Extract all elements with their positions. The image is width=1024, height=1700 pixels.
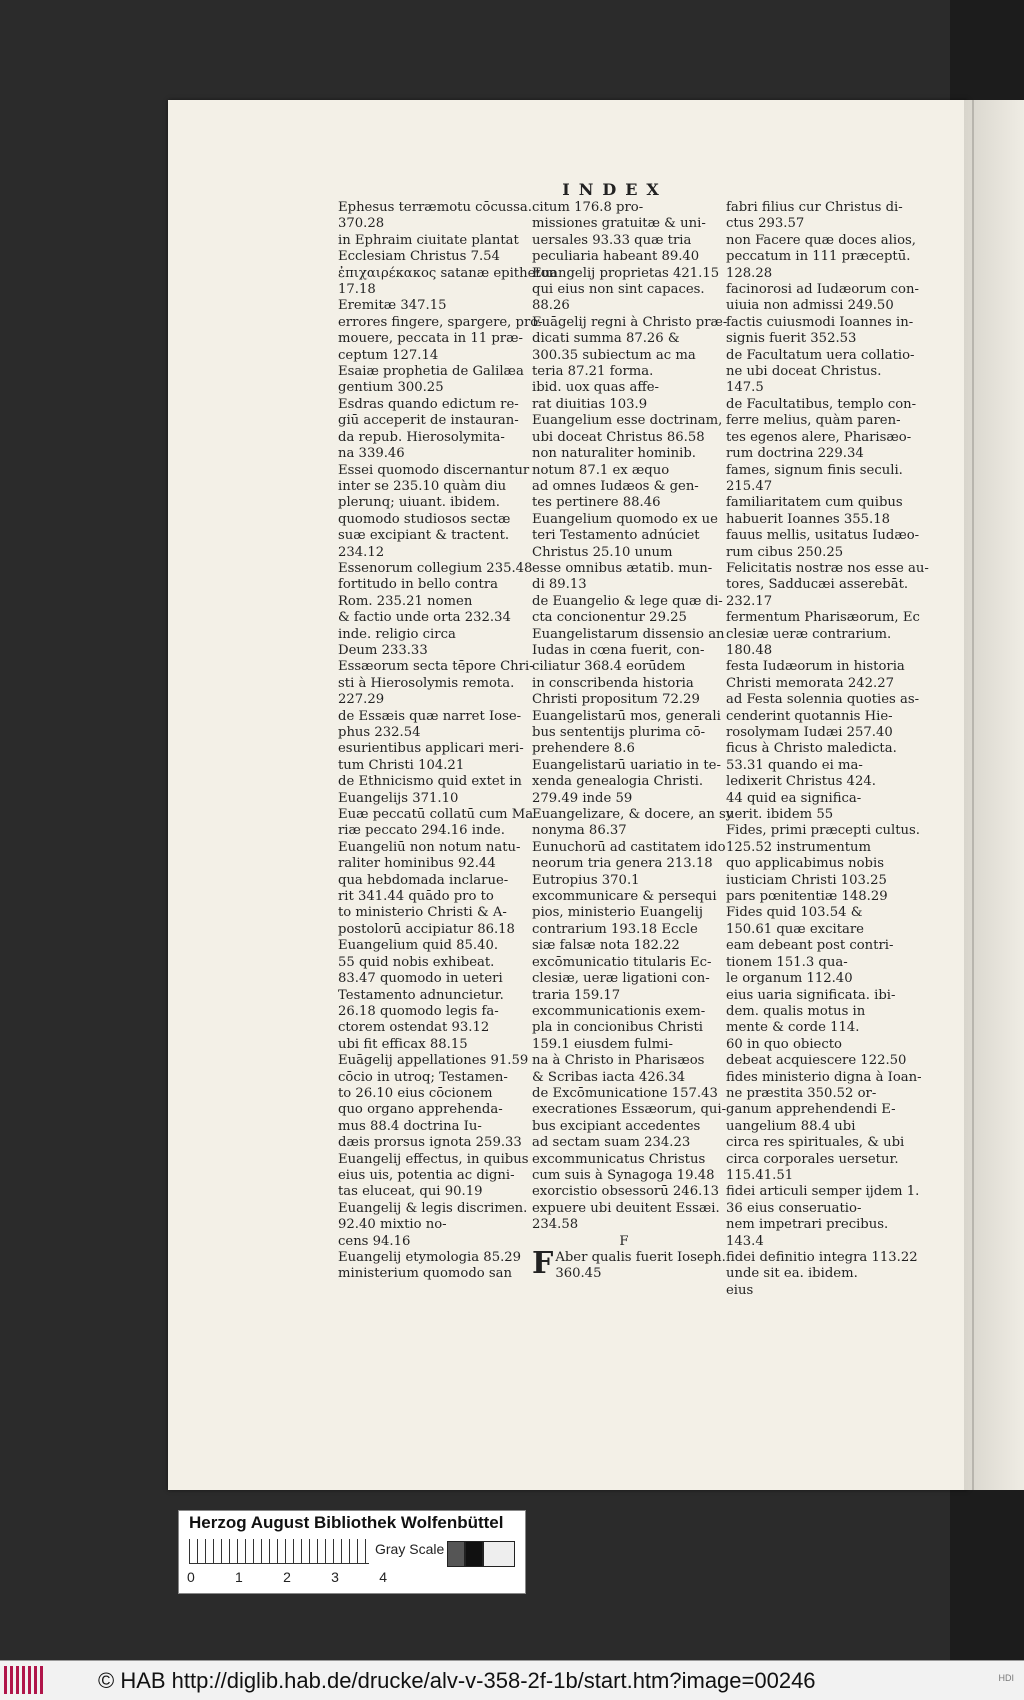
calibration-card [178,1510,526,1594]
index-line: Fides, primi præcepti cultus. [726,823,920,839]
index-line: excommunicatus Christus [532,1151,706,1167]
index-line: peculiaria habeant 89.40 [532,249,700,265]
index-line: neorum tria genera 213.18 [532,856,713,872]
index-line: rosolymam Iudæi 257.40 [726,725,893,740]
index-line: di 89.13 [532,577,587,593]
index-line: fidei definitio integra 113.22 [726,1250,918,1265]
drop-cap: F [532,1246,554,1281]
index-line: facinorosi ad Iudæorum con- [726,282,919,298]
index-line: 26.18 quomodo legis fa- [338,1003,499,1019]
index-line: familiaritatem cum quibus [726,495,903,511]
index-line: Essæorum secta tēpore Chri- [338,659,534,675]
index-line: 55 quid nobis exhibeat. [338,954,495,970]
index-line: cenderint quotannis Hie- [726,708,893,724]
index-line: ubi doceat Christus 86.58 [532,429,705,445]
index-line: na à Christo in Pharisæos [532,1053,705,1069]
index-line: 147.5 [726,380,764,396]
index-line: 53.31 quando ei ma- [726,757,863,773]
index-line: iusticiam Christi 103.25 [726,872,887,888]
index-line: fidei articuli semper ijdem 1. [726,1184,920,1200]
index-line: Euangelistarū uariatio in te- [532,757,721,773]
facing-page-edge [964,100,1024,1490]
index-line: ad Festa solennia quoties as- [726,692,920,708]
index-line: de Euangelio & lege quæ di- [532,593,723,609]
index-line: esurientibus applicari meri- [338,741,524,757]
index-line: ctorem ostendat 93.12 [338,1020,490,1036]
index-line: errores fingere, spargere, pro- [338,314,543,330]
index-line: esse omnibus ætatib. mun- [532,560,713,576]
index-line: Aber qualis fuerit Ioseph. [555,1250,726,1265]
footer-bar [0,1660,1024,1700]
index-line: 44 quid ea significa- [726,790,862,806]
index-line: Euāgelij appellationes 91.59 [338,1053,529,1069]
index-line: fauus mellis, usitatus Iudæo- [726,528,920,544]
index-line: mus 88.4 doctrina Iu- [338,1118,482,1134]
index-line: 150.61 quæ excitare [726,921,864,937]
index-line: ficus à Christo maledicta. [726,741,897,757]
index-line: Christus 25.10 unum [532,544,673,560]
index-line: 125.52 instrumentum [726,839,872,855]
index-line: execrationes Essæorum, qui- [532,1102,727,1118]
index-line: le organum 112.40 [726,971,853,987]
index-line: na 339.46 [338,446,405,462]
index-line: cta concionentur 29.25 [532,610,687,626]
index-line: circa res spirituales, & ubi [726,1135,905,1151]
index-line: de Excōmunicatione 157.43 [532,1085,718,1101]
index-line: ne ubi doceat Christus. [726,364,882,380]
index-line: Esdras quando edictum re- [338,396,519,412]
index-line: traria 159.17 [532,987,621,1003]
index-line: Euangelium quid 85.40. [338,938,499,954]
index-line: 17.18 [338,282,376,298]
index-line: Testamento adnuncietur. [338,987,504,1003]
gray-swatch-dark [447,1541,465,1567]
page-header: INDEX [562,180,668,199]
index-line: de Facultatum uera collatio- [726,347,915,363]
index-line: ledixerit Christus 424. [726,774,876,790]
index-line: ubi fit efficax 88.15 [338,1036,468,1052]
index-line: inter se 235.10 quàm diu [338,478,507,494]
index-line: qui eius non sint capaces. [532,282,705,298]
index-line: suæ excipiant & tractent. [338,528,510,544]
index-line: Euangelistarum dissensio an [532,626,725,642]
index-line: gentium 300.25 [338,380,444,396]
index-line: 115.41.51 [726,1167,794,1183]
index-line: Euangelistarū mos, generali [532,708,721,724]
index-line: quo applicabimus nobis [726,856,884,872]
index-line: excommunicare & persequi [532,889,717,905]
index-line: 159.1 eiusdem fulmi- [532,1036,673,1052]
index-line: uerit. ibidem 55 [726,807,834,823]
index-line: ministerium quomodo san [338,1266,513,1282]
index-line: citum 176.8 pro- [532,200,644,215]
section-f-start [532,1246,726,1283]
index-line: inde. religio circa [338,626,456,642]
index-line: fortitudo in bello contra [338,577,499,593]
index-line: Euangelijs 371.10 [338,790,459,806]
index-line: 128.28 [726,265,773,281]
index-line: plerunq; uiuant. ibidem. [338,495,500,511]
index-line: prehendere 8.6 [532,741,635,757]
index-line: signis fuerit 352.53 [726,331,857,347]
index-line: 36 eius conseruatio- [726,1200,862,1216]
index-line: 360.45 [555,1266,602,1282]
index-line: ἐπιχαιρέκακος satanæ epitheton [338,265,558,281]
index-line: habuerit Ioannes 355.18 [726,511,891,527]
calibration-title: Herzog August Bibliothek Wolfenbüttel [189,1513,504,1532]
index-line: da repub. Hierosolymita- [338,429,505,445]
index-line: Eunuchorū ad castitatem ido [532,839,726,855]
index-line: ne præstita 350.52 or- [726,1085,877,1101]
index-line: exorcistio obsessorū 246.13 [532,1184,720,1200]
index-line: Euangelium esse doctrinam, [532,413,723,429]
index-line: ad sectam suam 234.23 [532,1135,691,1151]
index-line: in Ephraim ciuitate plantat [338,232,519,248]
index-line: debeat acquiescere 122.50 [726,1053,907,1069]
index-line: ceptum 127.14 [338,347,439,363]
index-line: Euangelij proprietas 421.15 [532,265,720,281]
index-line: Rom. 235.21 nomen [338,593,473,609]
index-line: nem impetrari precibus. [726,1217,889,1233]
index-line: festa Iudæorum in historia [726,659,905,675]
index-line: qua hebdomada inclarue- [338,872,509,888]
index-line: dem. qualis motus in [726,1003,866,1019]
index-line: non naturaliter hominib. [532,446,696,462]
index-line: peccatum in 111 præceptū. [726,249,911,265]
index-line: eius uaria significata. ibi- [726,987,896,1003]
index-line: rit 341.44 quādo pro to [338,889,494,905]
index-line: tores, Sadducæi asserebāt. [726,577,909,593]
index-line: tas eluceat, qui 90.19 [338,1184,483,1200]
index-line: 215.47 [726,478,773,494]
index-line: eius [726,1282,754,1298]
index-line: Euangelij & legis discrimen. [338,1200,528,1216]
index-line: clesiæ, ueræ ligationi con- [532,971,710,987]
index-line: fabri filius cur Christus di- [726,200,903,215]
index-line: pla in concionibus Christi [532,1020,703,1036]
index-line: Euangelium quomodo ex ue [532,511,718,527]
index-line: raliter hominibus 92.44 [338,856,496,872]
index-line: 60 in quo obiecto [726,1036,842,1052]
index-line: ad omnes Iudæos & gen- [532,478,699,494]
index-line: bus excipiant accedentes [532,1118,701,1134]
index-line: tionem 151.3 qua- [726,954,848,970]
index-line: nonyma 86.37 [532,823,627,839]
index-line: 92.40 mixtio no- [338,1217,447,1233]
index-line: dicati summa 87.26 & [532,331,680,347]
hab-logo-icon [4,1666,44,1694]
index-line: teria 87.21 forma. [532,364,654,380]
index-line: Euangelij effectus, in quibus [338,1151,529,1167]
index-line: cum suis à Synagoga 19.48 [532,1167,715,1183]
index-line: dæis prorsus ignota 259.33 [338,1135,522,1151]
index-line: mouere, peccata in 11 præ- [338,331,523,347]
index-line: Euangeliū non notum natu- [338,839,521,855]
index-line: 234.58 [532,1217,579,1233]
index-line: de Essæis quæ narret Iose- [338,708,522,724]
index-line: de Facultatibus, templo con- [726,396,917,412]
index-line: 180.48 [726,642,773,658]
index-line: Iudas in cœna fuerit, con- [532,642,705,658]
index-line: 279.49 inde 59 [532,790,633,806]
index-line: Fides quid 103.54 & [726,905,863,921]
index-line: bus sententijs plurima cō- [532,725,706,740]
index-line: Euangelizare, & docere, an sy [532,807,734,823]
index-line: 227.29 [338,692,385,708]
index-line: contrarium 193.18 Eccle [532,921,698,937]
index-line: Christi propositum 72.29 [532,692,700,708]
index-line: factis cuiusmodi Ioannes in- [726,314,914,330]
index-line: cens 94.16 [338,1233,411,1249]
index-line: ganum apprehendendi E- [726,1102,896,1118]
index-line: tes pertinere 88.46 [532,495,661,511]
footer-corner-text: HDI [998,1673,1014,1683]
index-line: rum doctrina 229.34 [726,446,864,462]
index-line: siæ falsæ nota 182.22 [532,938,680,954]
index-line: clesiæ ueræ contrarium. [726,626,892,642]
index-line: 234.12 [338,544,385,560]
index-line: excōmunicatio titularis Ec- [532,954,712,970]
index-line: circa corporales uersetur. [726,1151,899,1167]
index-column-2 [532,200,734,1283]
index-line: uersales 93.33 quæ tria [532,232,692,248]
index-line: xenda genealogia Christi. [532,774,704,790]
index-line: 143.4 [726,1233,764,1249]
index-line: expuere ubi deuitent Essæi. [532,1200,720,1216]
index-line: rat diuitias 103.9 [532,396,648,412]
index-column-3 [726,200,929,1299]
index-line: uiuia non admissi 249.50 [726,298,894,314]
index-line: sti à Hierosolymis remota. [338,675,515,691]
index-line: fames, signum finis seculi. [726,462,903,478]
index-line: missiones gratuitæ & uni- [532,216,706,232]
index-line: ibid. uox quas affe- [532,380,660,396]
index-line: non Facere quæ doces alios, [726,232,916,248]
index-line: to 26.10 eius cōcionem [338,1085,493,1101]
index-line: Esaiæ prophetia de Galilæa [338,364,524,380]
index-line: to ministerio Christi & A- [338,905,507,921]
gray-swatch-light [483,1541,515,1567]
index-line: & Scribas iacta 426.34 [532,1069,686,1085]
index-line: riæ peccato 294.16 inde. [338,823,505,839]
index-line: excommunicationis exem- [532,1003,706,1019]
calibration-ruler [189,1539,369,1564]
index-line: in conscribenda historia [532,675,694,691]
index-line: Ecclesiam Christus 7.54 [338,249,500,265]
index-line: notum 87.1 ex æquo [532,462,670,478]
index-line: 88.26 [532,298,570,314]
index-line: unde sit ea. ibidem. [726,1266,858,1282]
index-line: 83.47 quomodo in ueteri [338,971,503,987]
index-line: Euæ peccatū collatū cum Ma [338,807,534,823]
index-line: Eutropius 370.1 [532,872,640,888]
index-line: Christi memorata 242.27 [726,675,894,691]
index-line: mente & corde 114. [726,1020,860,1036]
index-line: ctus 293.57 [726,216,805,232]
index-line: pios, ministerio Euangelij [532,905,703,921]
index-line: eius uis, potentia ac digni- [338,1167,515,1183]
index-line: ciliatur 368.4 eorūdem [532,659,686,675]
index-line: & factio unde orta 232.34 [338,610,511,626]
index-line: Eremitæ 347.15 [338,298,447,314]
index-line: Euangelij etymologia 85.29 [338,1250,522,1265]
index-line: Deum 233.33 [338,642,428,658]
index-line: eam debeant post contri- [726,938,894,954]
index-line: tes egenos alere, Pharisæo- [726,429,912,445]
index-line: postolorū accipiatur 86.18 [338,921,515,937]
index-line: Ephesus terræmotu cōcussa. [338,200,532,215]
index-line: teri Testamento adnúciet [532,528,700,544]
index-line: rum cibus 250.25 [726,544,844,560]
index-line: quo organo apprehenda- [338,1102,503,1118]
index-line: fermentum Pharisæorum, Ec [726,610,920,626]
index-line: cōcio in utroq; Testamen- [338,1069,508,1085]
index-line: Felicitatis nostræ nos esse au- [726,560,929,576]
index-line: 232.17 [726,593,773,609]
index-line: Euāgelij regni à Christo præ- [532,314,728,330]
index-line: giū acceperit de instauran- [338,413,519,429]
index-line: tum Christi 104.21 [338,757,465,773]
index-line: Essenorum collegium 235.48 [338,560,533,576]
index-line: de Ethnicismo quid extet in [338,774,522,790]
gray-swatch-black [465,1541,483,1567]
index-line: 300.35 subiectum ac ma [532,347,696,363]
index-line: quomodo studiosos sectæ [338,511,511,527]
footer-url[interactable]: © HAB http://diglib.hab.de/drucke/alv-v-358-2f-1b/start.htm?image=00246 [98,1668,816,1693]
index-line: phus 232.54 [338,725,421,740]
gray-scale-label: Gray Scale [375,1541,445,1557]
section-letter: F [619,1233,629,1249]
calibration-numbers: 0 1 2 3 4 [187,1569,387,1585]
index-line: Essei quomodo discernantur [338,462,530,478]
index-line: uangelium 88.4 ubi [726,1118,856,1134]
index-line: ferre melius, quàm paren- [726,413,901,429]
index-line: pars pœnitentiæ 148.29 [726,889,888,905]
index-line: 370.28 [338,216,385,232]
index-line: fides ministerio digna à Ioan- [726,1069,922,1085]
